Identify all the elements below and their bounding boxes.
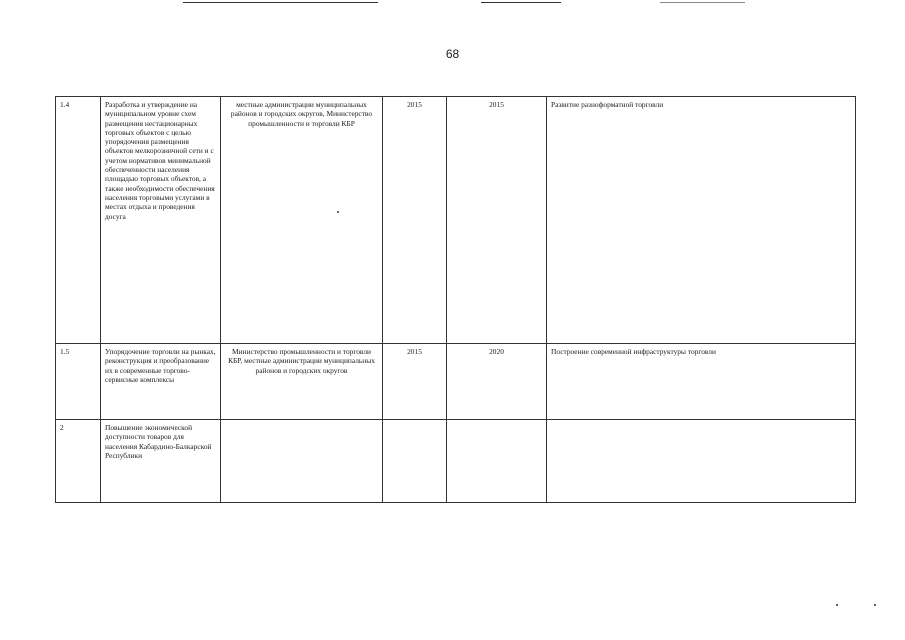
- executor-cell: Министерство промышленности и торговли КБР, местные администрации муниципальных районов и городских округов: [221, 344, 383, 420]
- start-year-cell: 2015: [383, 344, 447, 420]
- event-cell: Упорядочение торговли на рынках, реконструкция и преобразование их в современные торгово-сервисные комплексы: [101, 344, 221, 420]
- scan-line: [183, 2, 378, 3]
- start-year-cell: [383, 420, 447, 503]
- description-cell: Построение современной инфраструктуры торговли: [547, 344, 856, 420]
- scan-speck: [337, 211, 339, 213]
- end-year-cell: 2020: [447, 344, 547, 420]
- event-cell: Разработка и утверждение на муниципальном уровне схем размещения нестационарных торговых объектов с целью упорядочения размещения объектов мелкорозничной сети и с учетом нормативов минимальной обеспеченности населения площадью торговых объектов, а также необходимости обеспечения населения торговыми услугами в местах отдыха и проведения досуга: [101, 97, 221, 344]
- description-cell: Развитие разноформатной торговли: [547, 97, 856, 344]
- scan-speck: [836, 604, 838, 606]
- row-number: 1.4: [56, 97, 101, 344]
- row-number: 2: [56, 420, 101, 503]
- event-cell: Повышение экономической доступности товаров для населения Кабардино-Балкарской Республики: [101, 420, 221, 503]
- plan-table: [55, 96, 856, 503]
- table-row: [56, 97, 856, 344]
- end-year-cell: [447, 420, 547, 503]
- executor-cell: местные администрации муниципальных районов и городских округов, Министерство промышленности и торговли КБР: [221, 97, 383, 344]
- row-number: 1.5: [56, 344, 101, 420]
- page-number: 68: [445, 47, 460, 61]
- end-year-cell: 2015: [447, 97, 547, 344]
- table-row: [56, 420, 856, 503]
- start-year-cell: 2015: [383, 97, 447, 344]
- scan-speck: [874, 604, 876, 606]
- description-cell: [547, 420, 856, 503]
- table-row: [56, 344, 856, 420]
- executor-cell: [221, 420, 383, 503]
- scan-line: [481, 2, 561, 3]
- scan-line: [660, 2, 745, 3]
